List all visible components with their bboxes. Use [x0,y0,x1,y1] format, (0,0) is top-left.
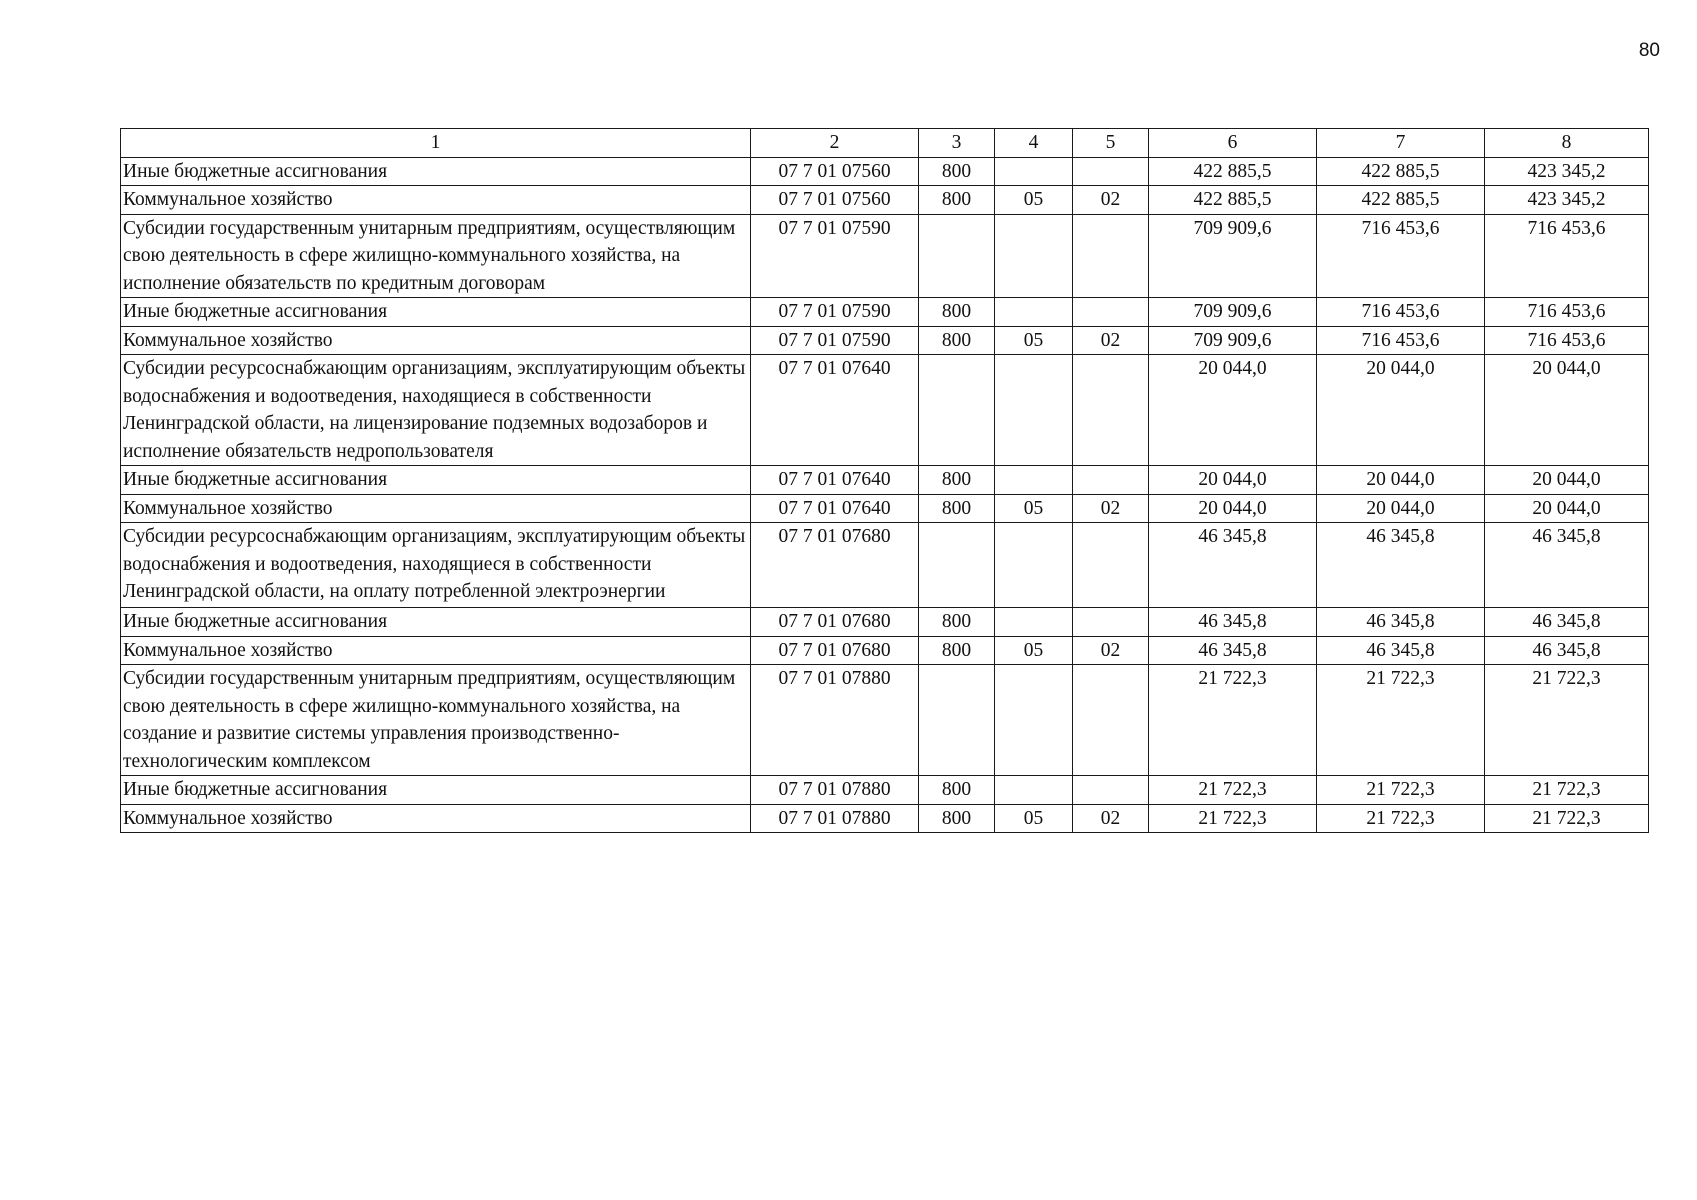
row-amount-col7-cell: 716 453,6 [1317,326,1485,355]
row-section-cell: 05 [995,804,1073,833]
row-section-cell [995,466,1073,495]
row-amount-col6-cell: 709 909,6 [1149,298,1317,327]
table-row [121,466,1649,495]
header-cell: 6 [1149,129,1317,158]
row-subsection-cell [1073,776,1149,805]
row-name-cell: Иные бюджетные ассигнования [121,157,751,186]
header-cell: 2 [751,129,919,158]
row-amount-col8-cell: 20 044,0 [1485,466,1649,495]
row-amount-col6-cell: 20 044,0 [1149,494,1317,523]
row-code-cell: 07 7 01 07680 [751,636,919,665]
table-row [121,157,1649,186]
row-code-cell: 07 7 01 07880 [751,776,919,805]
row-name-cell: Иные бюджетные ассигнования [121,608,751,637]
row-name-cell: Коммунальное хозяйство [121,186,751,215]
row-amount-col7-cell: 21 722,3 [1317,804,1485,833]
row-amount-col7-cell: 20 044,0 [1317,355,1485,466]
row-expense-type-cell: 800 [919,494,995,523]
row-expense-type-cell: 800 [919,608,995,637]
page-number: 80 [1638,40,1660,61]
row-section-cell: 05 [995,494,1073,523]
row-code-cell: 07 7 01 07640 [751,466,919,495]
row-amount-col7-cell: 422 885,5 [1317,186,1485,215]
row-code-cell: 07 7 01 07640 [751,355,919,466]
row-name-cell: Иные бюджетные ассигнования [121,776,751,805]
row-subsection-cell [1073,298,1149,327]
table-row [121,608,1649,637]
row-subsection-cell [1073,214,1149,298]
row-section-cell: 05 [995,326,1073,355]
row-expense-type-cell [919,355,995,466]
row-subsection-cell: 02 [1073,326,1149,355]
table-row [121,523,1649,608]
row-amount-col6-cell: 46 345,8 [1149,523,1317,608]
row-amount-col8-cell: 46 345,8 [1485,608,1649,637]
row-name-cell: Субсидии ресурсоснабжающим организациям, эксплуатирующим объекты водоснабжения и водоотведения, находящиеся в собственности Ленинградской области, на оплату потребленной электроэнергии [121,523,751,608]
header-cell: 1 [121,129,751,158]
row-amount-col7-cell: 21 722,3 [1317,776,1485,805]
row-amount-col6-cell: 422 885,5 [1149,186,1317,215]
table-row [121,214,1649,298]
row-amount-col7-cell: 21 722,3 [1317,665,1485,776]
row-name-cell: Иные бюджетные ассигнования [121,466,751,495]
row-amount-col7-cell: 20 044,0 [1317,466,1485,495]
row-section-cell [995,298,1073,327]
row-subsection-cell [1073,608,1149,637]
row-section-cell [995,214,1073,298]
header-cell: 8 [1485,129,1649,158]
row-code-cell: 07 7 01 07590 [751,326,919,355]
table-row [121,298,1649,327]
table-header-row [121,129,1649,158]
row-expense-type-cell: 800 [919,636,995,665]
table-row [121,494,1649,523]
row-amount-col7-cell: 422 885,5 [1317,157,1485,186]
row-name-cell: Коммунальное хозяйство [121,494,751,523]
row-code-cell: 07 7 01 07880 [751,804,919,833]
header-cell: 4 [995,129,1073,158]
row-amount-col7-cell: 46 345,8 [1317,523,1485,608]
row-name-cell: Иные бюджетные ассигнования [121,298,751,327]
row-subsection-cell: 02 [1073,804,1149,833]
row-amount-col8-cell: 21 722,3 [1485,665,1649,776]
row-code-cell: 07 7 01 07590 [751,298,919,327]
table-row [121,636,1649,665]
table-row [121,665,1649,776]
row-expense-type-cell: 800 [919,186,995,215]
row-expense-type-cell: 800 [919,326,995,355]
row-expense-type-cell: 800 [919,466,995,495]
row-code-cell: 07 7 01 07680 [751,608,919,637]
row-section-cell [995,523,1073,608]
row-subsection-cell [1073,523,1149,608]
row-name-cell: Коммунальное хозяйство [121,636,751,665]
row-amount-col7-cell: 716 453,6 [1317,214,1485,298]
row-expense-type-cell: 800 [919,804,995,833]
row-section-cell [995,157,1073,186]
row-code-cell: 07 7 01 07590 [751,214,919,298]
row-section-cell [995,665,1073,776]
budget-table [120,128,1649,833]
row-amount-col6-cell: 46 345,8 [1149,608,1317,637]
row-section-cell: 05 [995,636,1073,665]
row-amount-col6-cell: 709 909,6 [1149,214,1317,298]
row-name-cell: Коммунальное хозяйство [121,326,751,355]
row-amount-col8-cell: 20 044,0 [1485,355,1649,466]
row-amount-col7-cell: 46 345,8 [1317,636,1485,665]
row-amount-col8-cell: 21 722,3 [1485,776,1649,805]
row-amount-col8-cell: 20 044,0 [1485,494,1649,523]
row-code-cell: 07 7 01 07560 [751,157,919,186]
row-code-cell: 07 7 01 07880 [751,665,919,776]
row-section-cell [995,608,1073,637]
row-code-cell: 07 7 01 07560 [751,186,919,215]
row-name-cell: Субсидии государственным унитарным предприятиям, осуществляющим свою деятельность в сфере жилищно-коммунального хозяйства, на исполнение обязательств по кредитным договорам [121,214,751,298]
row-section-cell [995,776,1073,805]
row-subsection-cell [1073,157,1149,186]
row-name-cell: Субсидии государственным унитарным предприятиям, осуществляющим свою деятельность в сфере жилищно-коммунального хозяйства, на создание и развитие системы управления производственно-технологическим комплексом [121,665,751,776]
row-amount-col8-cell: 716 453,6 [1485,298,1649,327]
row-expense-type-cell [919,214,995,298]
row-expense-type-cell: 800 [919,157,995,186]
row-amount-col6-cell: 21 722,3 [1149,804,1317,833]
row-amount-col6-cell: 709 909,6 [1149,326,1317,355]
table-row [121,326,1649,355]
row-subsection-cell: 02 [1073,494,1149,523]
row-subsection-cell: 02 [1073,186,1149,215]
row-amount-col7-cell: 20 044,0 [1317,494,1485,523]
table-row [121,355,1649,466]
row-expense-type-cell [919,523,995,608]
row-amount-col6-cell: 21 722,3 [1149,776,1317,805]
row-amount-col6-cell: 20 044,0 [1149,466,1317,495]
row-subsection-cell [1073,665,1149,776]
row-subsection-cell: 02 [1073,636,1149,665]
table-row [121,804,1649,833]
row-amount-col7-cell: 46 345,8 [1317,608,1485,637]
header-cell: 5 [1073,129,1149,158]
row-expense-type-cell: 800 [919,298,995,327]
row-amount-col8-cell: 716 453,6 [1485,214,1649,298]
header-cell: 3 [919,129,995,158]
row-subsection-cell [1073,355,1149,466]
table-row [121,776,1649,805]
row-expense-type-cell [919,665,995,776]
row-amount-col6-cell: 21 722,3 [1149,665,1317,776]
row-section-cell [995,355,1073,466]
row-amount-col8-cell: 46 345,8 [1485,523,1649,608]
row-amount-col8-cell: 46 345,8 [1485,636,1649,665]
row-amount-col6-cell: 46 345,8 [1149,636,1317,665]
row-amount-col6-cell: 422 885,5 [1149,157,1317,186]
table-row [121,186,1649,215]
row-amount-col8-cell: 716 453,6 [1485,326,1649,355]
row-amount-col8-cell: 21 722,3 [1485,804,1649,833]
row-code-cell: 07 7 01 07640 [751,494,919,523]
row-amount-col7-cell: 716 453,6 [1317,298,1485,327]
row-section-cell: 05 [995,186,1073,215]
row-amount-col6-cell: 20 044,0 [1149,355,1317,466]
row-code-cell: 07 7 01 07680 [751,523,919,608]
row-subsection-cell [1073,466,1149,495]
row-amount-col8-cell: 423 345,2 [1485,157,1649,186]
row-amount-col8-cell: 423 345,2 [1485,186,1649,215]
header-cell: 7 [1317,129,1485,158]
row-name-cell: Субсидии ресурсоснабжающим организациям, эксплуатирующим объекты водоснабжения и водоотведения, находящиеся в собственности Ленинградской области, на лицензирование подземных водозаборов и исполнение обязательств недропользователя [121,355,751,466]
row-expense-type-cell: 800 [919,776,995,805]
row-name-cell: Коммунальное хозяйство [121,804,751,833]
